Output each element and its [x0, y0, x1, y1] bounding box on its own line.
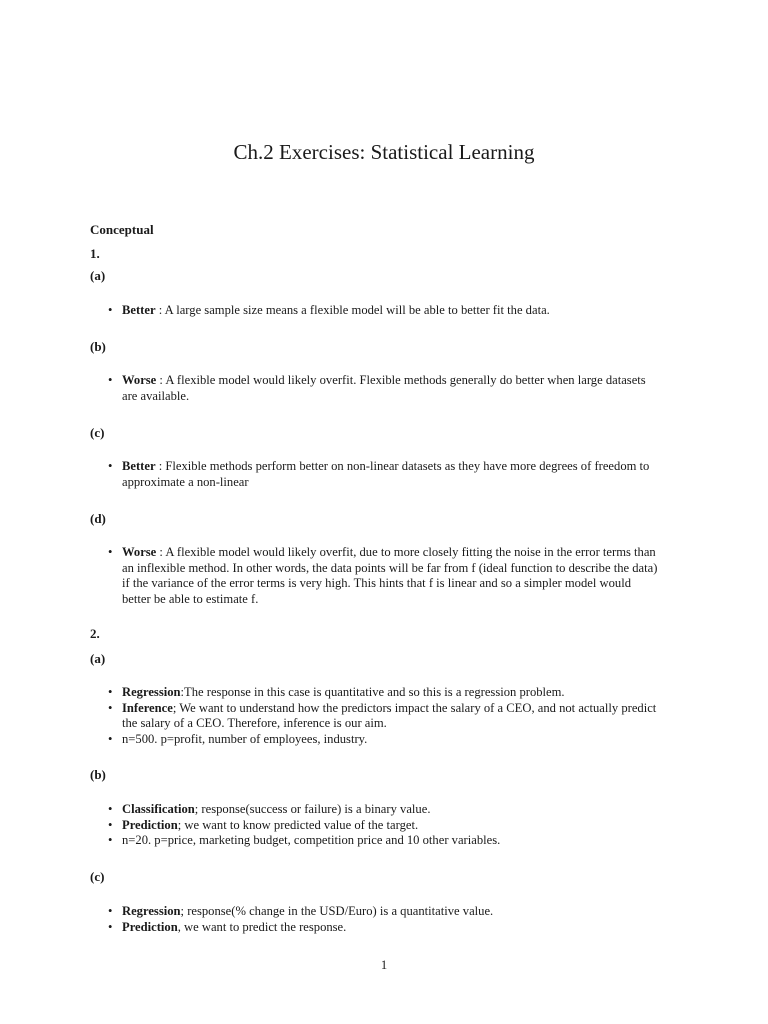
answer-term: Worse [122, 545, 157, 559]
answer-term: Better [122, 303, 156, 317]
list-item [90, 904, 660, 920]
answer-text: : A flexible model would likely overfit. Flexible methods generally do better when large datasets are available. [122, 373, 646, 403]
answer-text: n=20. p=price, marketing budget, competition price and 10 other variables. [122, 833, 501, 847]
part-label-2a: (a) [90, 651, 106, 666]
part-label-1c: (c) [90, 425, 105, 440]
answer-list-2b [90, 802, 660, 849]
part-label-1a: (a) [90, 268, 106, 283]
part-label-2b: (b) [90, 767, 106, 782]
answer-term: Regression [122, 904, 181, 918]
list-item [90, 685, 660, 701]
list-item [90, 920, 660, 936]
answer-list-1a [90, 303, 660, 319]
page-title: Ch.2 Exercises: Statistical Learning [233, 140, 535, 164]
part-label-1b: (b) [90, 339, 106, 354]
answer-list-2a [90, 685, 660, 747]
answer-text: ; response(% change in the USD/Euro) is a quantitative value. [180, 904, 494, 918]
answer-list-1b [90, 373, 660, 404]
list-item [90, 545, 660, 607]
list-item [90, 818, 660, 834]
answer-term: Regression [122, 685, 181, 699]
answer-term: Better [122, 459, 156, 473]
answer-term: Worse [122, 373, 157, 387]
answer-list-1d [90, 545, 660, 607]
answer-text: : A large sample size means a flexible model will be able to better fit the data. [155, 303, 550, 317]
answer-text: ; we want to know predicted value of the target. [177, 817, 419, 832]
answer-text: :The response in this case is quantitative and so this is a regression problem. [180, 685, 565, 699]
answer-text: , we want to predict the response. [177, 919, 347, 934]
answer-text: n=500. p=profit, number of employees, industry. [122, 731, 368, 746]
question-number-1: 1. [90, 246, 100, 261]
list-item [90, 833, 660, 849]
page-number: 1 [380, 958, 388, 972]
list-item [90, 802, 660, 818]
list-item [90, 701, 660, 732]
answer-term: Inference [122, 700, 173, 715]
answer-text: : A flexible model would likely overfit, due to more closely fitting the noise in the error terms than an inflexible method. In other words, the data points will be far from f (ideal function to describe the data) if the variance of the error terms is very high. This hints that f is linear and so a simpler model would better be able to estimate f. [122, 545, 658, 606]
list-item [90, 459, 660, 490]
section-heading: Conceptual [90, 222, 154, 237]
answer-text: : Flexible methods perform better on non-linear datasets as they have more degrees of freedom to approximate a non-linear [122, 459, 650, 489]
answer-list-1c [90, 459, 660, 490]
answer-term: Classification [122, 802, 195, 816]
answer-list-2c [90, 904, 660, 935]
list-item [90, 732, 660, 748]
answer-term: Prediction [122, 919, 178, 934]
question-number-2: 2. [90, 626, 100, 641]
list-item [90, 373, 660, 404]
answer-text: ; response(success or failure) is a binary value. [194, 802, 431, 816]
part-label-1d: (d) [90, 511, 106, 526]
answer-text: ; We want to understand how the predictors impact the salary of a CEO, and not actually predict the salary of a CEO. Therefore, inference is our aim. [122, 700, 657, 730]
list-item [90, 303, 660, 319]
part-label-2c: (c) [90, 869, 105, 884]
answer-term: Prediction [122, 817, 178, 832]
